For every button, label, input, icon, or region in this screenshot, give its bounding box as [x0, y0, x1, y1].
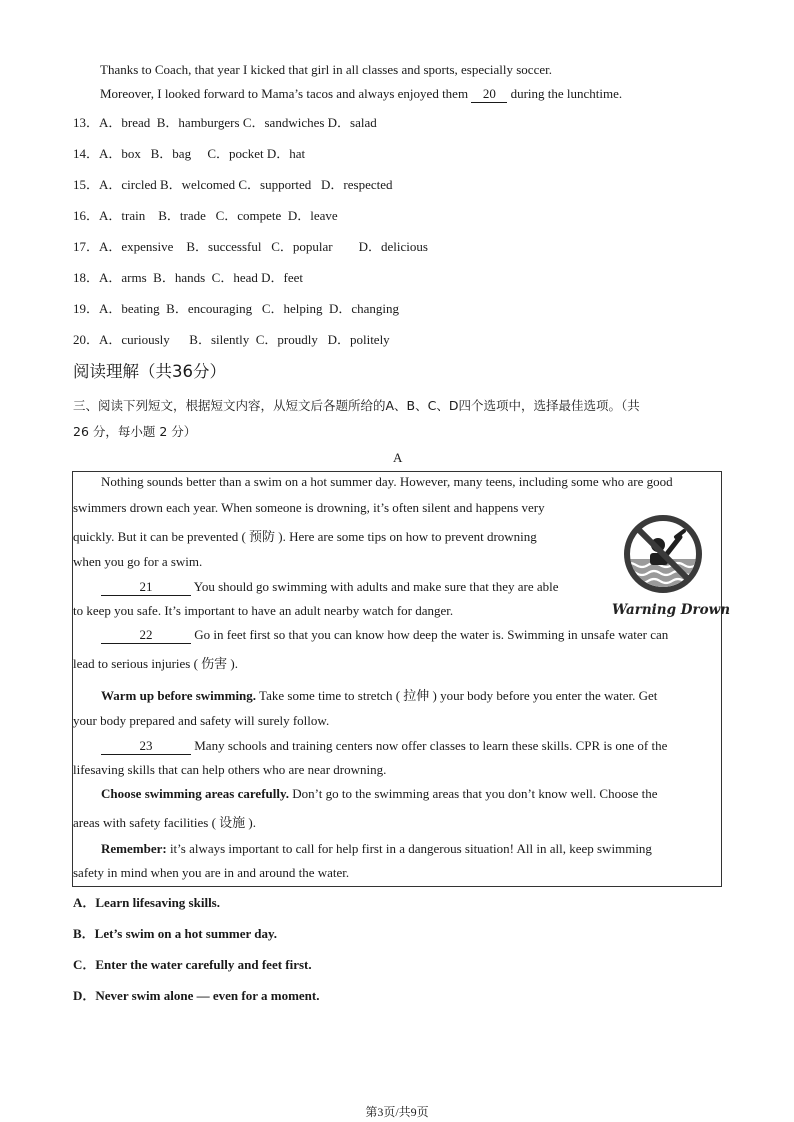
instructions-line: 26 分，每小题 2 分） — [73, 424, 197, 439]
question-16-options: 16．A．train B．trade C．compete D．leave — [73, 208, 338, 223]
answer-option-a: A．Learn lifesaving skills. — [73, 895, 220, 910]
question-18-options: 18．A．arms B．hands C．head D．feet — [73, 270, 303, 285]
passage-line: Choose swimming areas carefully. Don’t go to the swimming areas that you don’t know well. Choose the — [101, 786, 658, 801]
page-footer: 第3页/共9页 — [365, 1105, 429, 1119]
instructions-line: 三、阅读下列短文，根据短文内容，从短文后各题所给的A、B、C、D四个选项中，选择最佳选项。（共 — [73, 398, 640, 413]
answer-option-b: B．Let’s swim on a hot summer day. — [73, 926, 278, 941]
sign-caption: Warning Drown — [612, 602, 731, 618]
passage-line: Nothing sounds better than a swim on a hot summer day. However, many teens, including some who are good — [101, 474, 673, 489]
passage-line: to keep you safe. It’s important to have an adult nearby watch for danger. — [73, 603, 454, 618]
passage-line: 23 Many schools and training centers now offer classes to learn these skills. CPR is one of the — [101, 738, 667, 755]
passage-line: safety in mind when you are in and around the water. — [73, 865, 350, 880]
blank-23: 23 — [101, 738, 191, 755]
answer-option-d: D．Never swim alone — even for a moment. — [73, 988, 320, 1003]
question-15-options: 15．A．circled B．welcomed C．supported D．respected — [73, 177, 393, 192]
question-13-options: 13．A．bread B．hamburgers C．sandwiches D．salad — [73, 115, 377, 130]
question-14-options: 14．A．box B．bag C．pocket D．hat — [73, 146, 306, 161]
passage-line: quickly. But it can be prevented ( 预防 ). Here are some tips on how to prevent drowning — [73, 529, 537, 544]
answer-option-c: C．Enter the water carefully and feet first. — [73, 957, 312, 972]
no-swimming-icon — [616, 515, 710, 593]
blank-20: 20 — [471, 86, 507, 103]
question-20-options: 20．A．curiously B．silently C．proudly D．politely — [73, 332, 390, 347]
passage-line: your body prepared and safety will surely follow. — [73, 713, 330, 728]
section-title: 阅读理解（共36分） — [73, 362, 226, 381]
passage-line: 22 Go in feet first so that you can know how deep the water is. Swimming in unsafe water can — [101, 627, 668, 644]
passage-line: Warm up before swimming. Take some time to stretch ( 拉伸 ) your body before you enter the water. Get — [101, 688, 658, 703]
question-19-options: 19．A．beating B．encouraging C．helping D．changing — [73, 301, 400, 316]
passage-line: lead to serious injuries ( 伤害 ). — [73, 656, 238, 671]
passage-line: 21 You should go swimming with adults and make sure that they are able — [101, 579, 559, 596]
passage-line: when you go for a swim. — [73, 554, 203, 569]
passage-line: lifesaving skills that can help others who are near drowning. — [73, 762, 387, 777]
passage-line: areas with safety facilities ( 设施 ). — [73, 815, 257, 830]
passage-label: A — [393, 450, 403, 465]
passage-line: Remember: it’s always important to call for help first in a dangerous situation! All in all, keep swimming — [101, 841, 652, 856]
passage-line: Moreover, I looked forward to Mama’s tacos and always enjoyed them 20 during the lunchtime. — [100, 86, 623, 101]
blank-22: 22 — [101, 627, 191, 644]
passage-line: Thanks to Coach, that year I kicked that girl in all classes and sports, especially soccer. — [100, 62, 552, 77]
blank-21: 21 — [101, 579, 191, 596]
question-17-options: 17．A．expensive B．successful C．popular D．delicious — [73, 239, 428, 254]
passage-line: swimmers drown each year. When someone is drowning, it’s often silent and happens very — [73, 500, 545, 515]
